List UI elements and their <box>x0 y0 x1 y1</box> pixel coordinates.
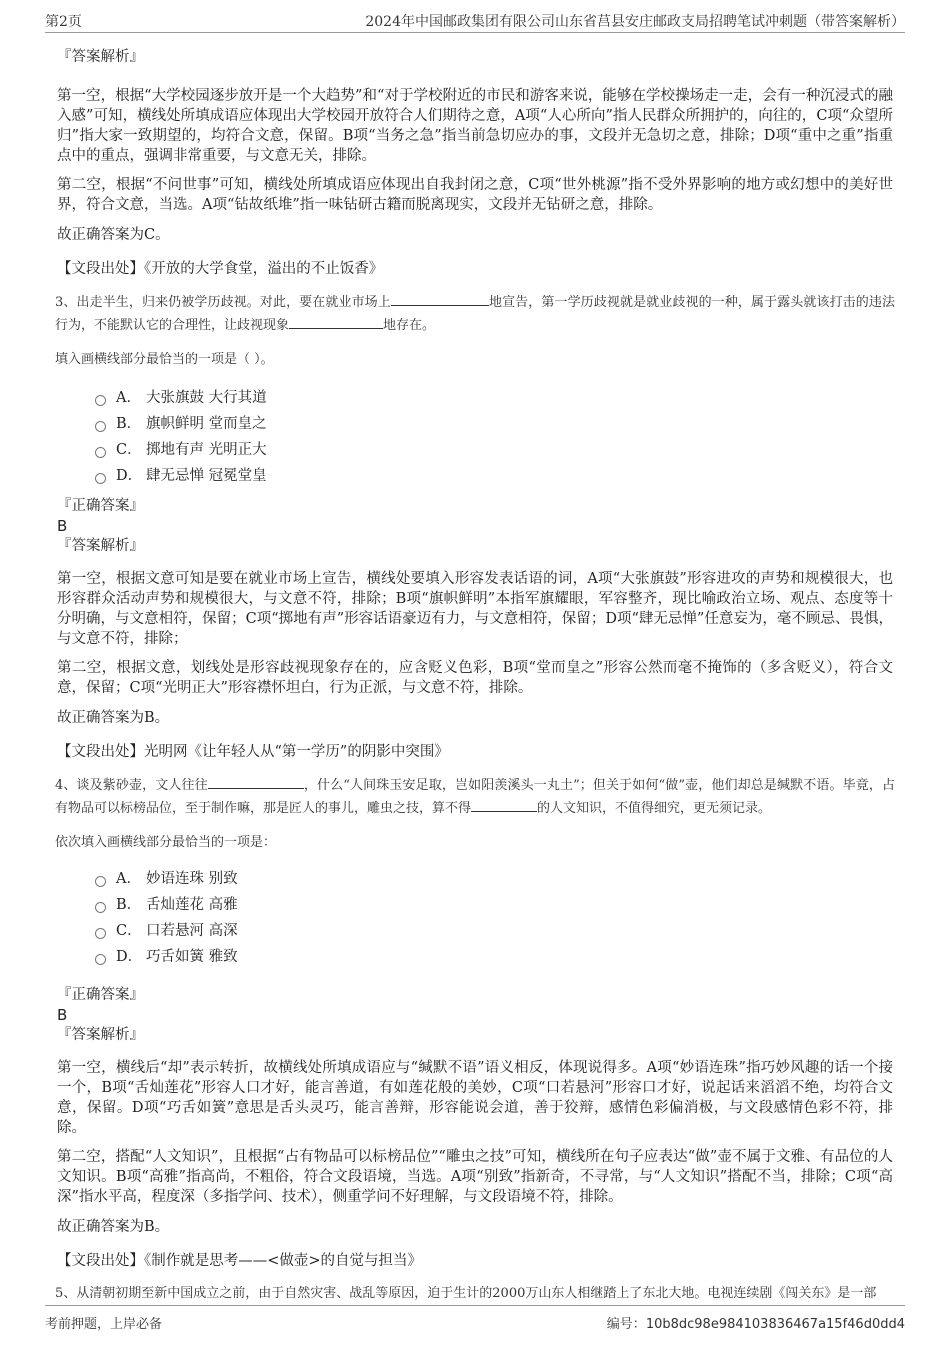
page-footer <box>45 1305 905 1332</box>
source-note: 【文段出处】光明网《让年轻人从“第一学历”的阴影中突围》 <box>57 744 449 760</box>
option-item[interactable]: B． 旗帜鲜明 堂而皇之 <box>95 411 905 437</box>
radio-icon[interactable] <box>95 421 106 432</box>
radio-icon[interactable] <box>95 447 106 458</box>
radio-icon[interactable] <box>95 473 106 484</box>
conclusion: 故正确答案为C。 <box>57 227 170 243</box>
analysis-paragraph: 第一空，根据“大学校园逐步放开是一个大趋势”和“对于学校附近的市民和游客来说，能够在学校操场走一走，会有一种沉浸式的融入感”可知，横线处所填成语应体现出大学校园开放符合人们期待之意，A项“人心所向”指人民群众所拥护的，向往的，C项“众望所归”指大家一致期望的，均符合文意，保留。B项“当务之急”指当前急切应办的事，文段并无急切之意，排除；D项“重中之重”指重点中的重点，强调非常重要，与文意无关，排除。 <box>57 88 893 164</box>
options-list <box>45 385 905 489</box>
question-stem: 3、出走半生，归来仍被学历歧视。对此，要在就业市场上 地宣告，第一学历歧视就是就业歧视的一种，属于露头就该打击的违法行为，不能默认它的合理性，让歧视现象 地存在。 <box>55 291 895 337</box>
footer-divider <box>45 1305 905 1306</box>
question-prompt: 填入画横线部分最恰当的一项是（ ）。 <box>55 352 274 367</box>
fill-blank <box>391 291 489 306</box>
analysis-label: 『答案解析』 <box>57 1027 144 1043</box>
question-stem: 5、从清朝初期至新中国成立之前，由于自然灾害、战乱等原因，迫于生计的2000万山东人相继踏上了东北大地。电视连续剧《闯关东》是一部 <box>55 1286 877 1301</box>
page-number: 第2页 <box>45 14 82 30</box>
question-stem: 4、谈及紫砂壶，文人往往 ，什么“人间珠玉安足取，岂如阳羡溪头一丸土”；但关于如何“做”壶，他们却总是缄默不语。毕竟，占有物品可以标榜品位，至于制作嘛，那是匠人的事儿，雕虫之技，算不得 的人文知识，不值得细究，更无须记录。 <box>55 774 895 820</box>
source-note: 【文段出处】《制作就是思考——<做壶>的自觉与担当》 <box>57 1253 423 1269</box>
option-item[interactable]: B． 舌灿莲花 高雅 <box>95 892 905 918</box>
analysis-paragraph: 第二空，搭配“人文知识”，且根据“占有物品可以标榜品位”“雕虫之技”可知，横线所在句子应表达“做”壶不属于文雅、有品位的人文知识。B项“高雅”指高尚，不粗俗，符合文段语境，当选。A项“别致”指新奇，不寻常，与“人文知识”搭配不当，排除；C项“高深”指水平高，程度深（多指学问、技术），侧重学问不好理解，与文段语境不符，排除。 <box>57 1149 893 1205</box>
fill-blank <box>289 314 383 329</box>
fill-blank <box>208 774 304 789</box>
answer-label: 『正确答案』 <box>57 498 144 514</box>
header-divider <box>45 32 905 33</box>
radio-icon[interactable] <box>95 954 106 965</box>
option-item[interactable]: C． 掷地有声 光明正大 <box>95 437 905 463</box>
page-header <box>0 0 950 38</box>
page-content <box>45 40 905 1305</box>
radio-icon[interactable] <box>95 902 106 913</box>
option-item[interactable]: D． 肆无忌惮 冠冕堂皇 <box>95 463 905 489</box>
option-item[interactable]: A． 妙语连珠 别致 <box>95 866 905 892</box>
options-list <box>45 866 905 970</box>
answer-value: B <box>57 517 68 535</box>
conclusion: 故正确答案为B。 <box>57 1219 170 1235</box>
question-prompt: 依次填入画横线部分最恰当的一项是： <box>55 835 277 850</box>
analysis-paragraph: 第二空，根据“不问世事”可知，横线处所填成语应体现出自我封闭之意，C项“世外桃源”指不受外界影响的地方或幻想中的美好世界，符合文意，当选。A项“钻故纸堆”指一味钻研古籍而脱离现实，文段并无钻研之意，排除。 <box>57 177 893 213</box>
document-code: 编号：10b8dc98e984103836467a15f46d0dd4 <box>606 1317 905 1332</box>
fill-blank <box>471 797 537 812</box>
source-note: 【文段出处】《开放的大学食堂，溢出的不止饭香》 <box>57 261 384 277</box>
radio-icon[interactable] <box>95 928 106 939</box>
analysis-paragraph: 第一空，横线后“却”表示转折，故横线处所填成语应与“缄默不语”语义相反，体现说得多。A项“妙语连珠”指巧妙风趣的话一个接一个，B项“舌灿莲花”形容人口才好，能言善道，有如莲花般的美妙，C项“口若悬河”形容口才好，说起话来滔滔不绝，均符合文意，保留。D项“巧舌如簧”意思是舌头灵巧，能言善辩，形容能说会道，善于狡辩，感情色彩偏消极，与文段感情色彩不符，排除。 <box>57 1060 893 1136</box>
radio-icon[interactable] <box>95 876 106 887</box>
option-item[interactable]: D． 巧舌如簧 雅致 <box>95 944 905 970</box>
answer-value: B <box>57 1006 68 1024</box>
footer-slogan: 考前押题，上岸必备 <box>45 1317 163 1332</box>
analysis-label: 『答案解析』 <box>57 538 144 554</box>
option-item[interactable]: C． 口若悬河 高深 <box>95 918 905 944</box>
document-title: 2024年中国邮政集团有限公司山东省莒县安庄邮政支局招聘笔试冲刺题（带答案解析） <box>365 14 905 30</box>
radio-icon[interactable] <box>95 395 106 406</box>
analysis-paragraph: 第二空，根据文意，划线处是形容歧视现象存在的，应含贬义色彩，B项“堂而皇之”形容公然而毫不掩饰的（多含贬义），符合文意，保留；C项“光明正大”形容襟怀坦白，行为正派，与文意不符，排除。 <box>57 660 893 696</box>
answer-label: 『正确答案』 <box>57 987 144 1003</box>
analysis-label: 『答案解析』 <box>57 49 144 65</box>
option-item[interactable]: A． 大张旗鼓 大行其道 <box>95 385 905 411</box>
analysis-paragraph: 第一空，根据文意可知是要在就业市场上宣告，横线处要填入形容发表话语的词，A项“大张旗鼓”形容进攻的声势和规模很大，也形容群众活动声势和规模很大，与文意不符，排除；B项“旗帜鲜明”本指军旗耀眼，军容整齐，现比喻政治立场、观点、态度等十分明确，与文意相符，保留；C项“掷地有声”形容话语豪迈有力，与文意相符，保留；D项“肆无忌惮”任意妄为，毫不顾忌、畏惧，与文意不符，排除； <box>57 571 893 647</box>
conclusion: 故正确答案为B。 <box>57 710 170 726</box>
